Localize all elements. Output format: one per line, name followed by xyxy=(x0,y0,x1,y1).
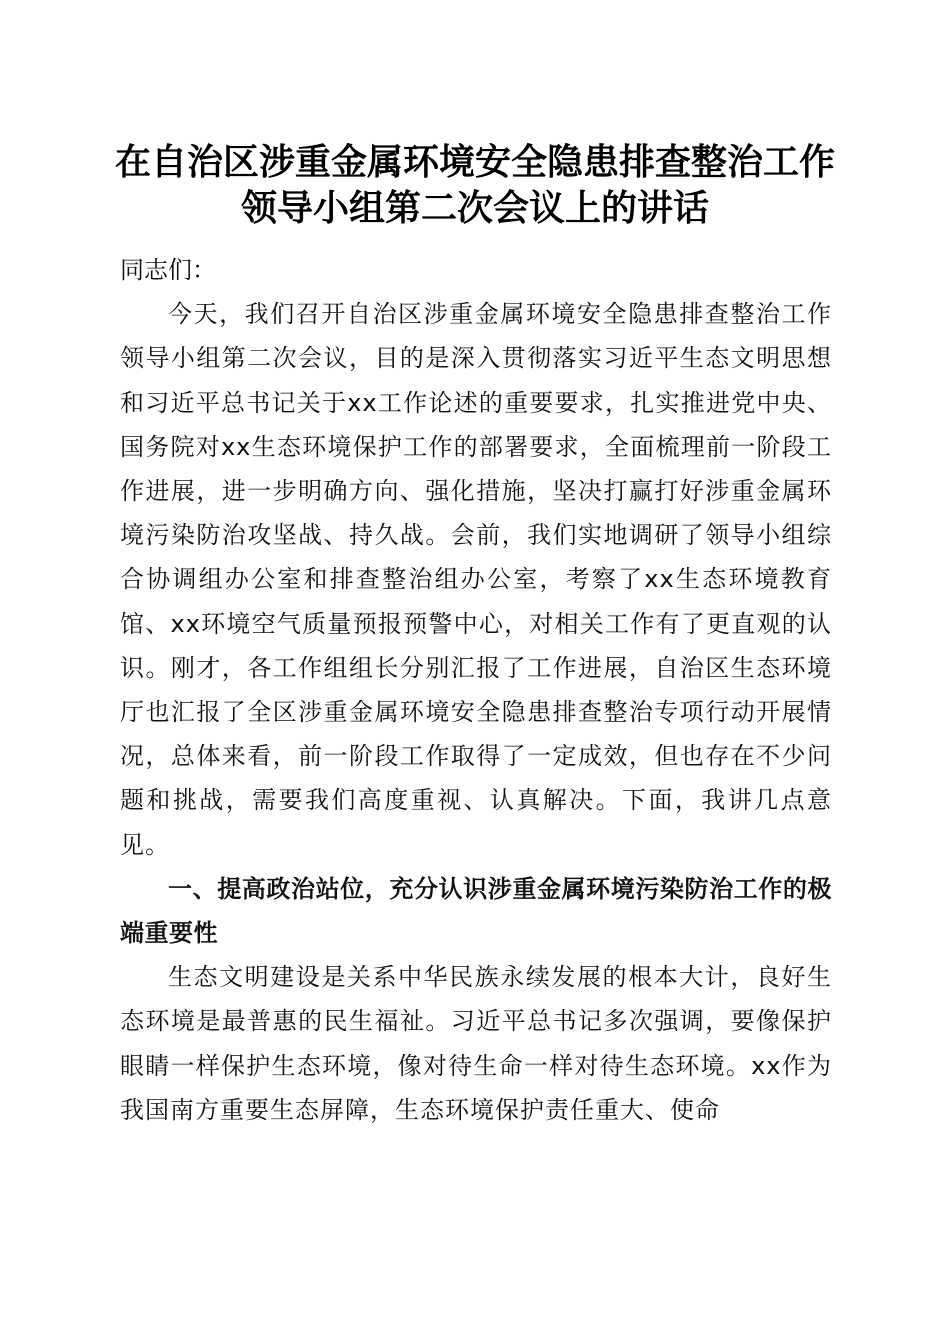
section-heading-1: 一、提高政治站位，充分认识涉重金属环境污染防治工作的极端重要性 xyxy=(120,874,832,948)
paragraph-intro: 今天，我们召开自治区涉重金属环境安全隐患排查整治工作领导小组第二次会议，目的是深入贯彻落实习近平生态文明思想和习近平总书记关于xx工作论述的重要要求，扎实推进党中央、国务院对xx生态环境保护工作的部署要求，全面梳理前一阶段工作进展，进一步明确方向、强化措施，坚决打赢打好涉重金属环境污染防治攻坚战、持久战。会前，我们实地调研了领导小组综合协调组办公室和排查整治组办公室，考察了xx生态环境教育馆、xx环境空气质量预报预警中心，对相关工作有了更直观的认识。刚才，各工作组组长分别汇报了工作进展，自治区生态环境厅也汇报了全区涉重金属环境安全隐患排查整治专项行动开展情况，总体来看，前一阶段工作取得了一定成效，但也存在不少问题和挑战，需要我们高度重视、认真解决。下面，我讲几点意见。 xyxy=(120,300,832,859)
document-body xyxy=(120,248,832,1132)
salutation: 同志们： xyxy=(120,256,216,284)
document-title-line-2: 领导小组第二次会议上的讲话 xyxy=(240,187,709,229)
document-title-line-1: 在自治区涉重金属环境安全隐患排查整治工作 xyxy=(114,141,835,183)
paragraph-section-1: 生态文明建设是关系中华民族永续发展的根本大计，良好生态环境是最普惠的民生福祉。习近平总书记多次强调，要像保护眼睛一样保护生态环境，像对待生命一样对待生态环境。xx作为我国南方重要生态屏障，生态环境保护责任重大、使命 xyxy=(120,963,832,1124)
